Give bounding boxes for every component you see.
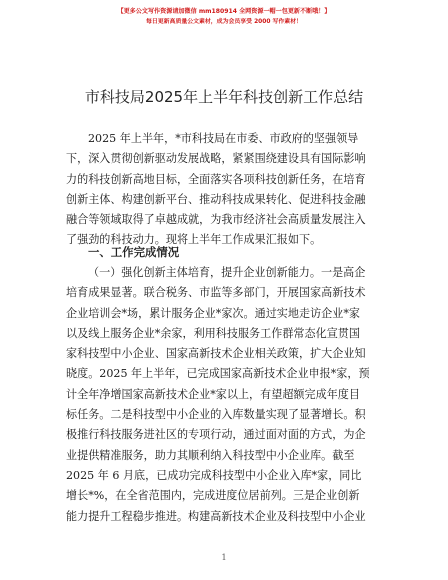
section-heading: 一、工作完成情况 (88, 245, 180, 259)
body-line: 以及线上服务企业*余家，利用科技服务工作群常态化宣贯国 (66, 326, 360, 340)
body-line: 家科技型中小企业、国家高新技术企业相关政策，扩大企业知 (66, 347, 366, 361)
body-line: 培育成果显著。联合税务、市监等多部门，开展国家高新技术 (66, 286, 366, 300)
body-paragraph (66, 263, 388, 527)
intro-line: 下，深入贯彻创新驱动发展战略，紧紧围绕建设具有国际影响 (66, 152, 366, 166)
body-line: 晓度。2025 年上半年，已完成国家高新技术企业申报*家，预 (66, 367, 370, 381)
body-line: 计全年净增国家高新技术企业*家以上，有望超额完成年度目 (66, 387, 360, 401)
intro-paragraph (66, 129, 388, 251)
body-line: 极推行科技服务进社区的专项行动，通过面对面的方式，为企 (66, 428, 366, 442)
body-line: 2025 年 6 月底，已成功完成科技型中小企业入库*家，同比 (66, 468, 362, 482)
intro-line: 了强劲的科技动力。现将上半年工作成果汇报如下。 (66, 233, 322, 247)
body-line: 企业培训会*场，累计服务企业*家次。通过实地走访企业*家 (66, 306, 360, 320)
document-title: 市科技局2025年上半年科技创新工作总结 (84, 88, 364, 106)
page-number: 1 (221, 553, 227, 562)
body-line: 能力提升工程稳步推进。构建高新技术企业及科技型中小企业 (66, 509, 366, 523)
promo-banner-line-1: 【更多公文写作资源请加微信 mm180914 全网资源一帽一包更新不断哦！】 (117, 8, 331, 15)
body-line: （一）强化创新主体培育，提升企业创新能力。一是高企 (88, 266, 366, 279)
body-line: 标任务。二是科技型中小企业的入库数量实现了显著增长。积 (66, 408, 366, 422)
intro-line: 融合等领域取得了卓越成就，为我市经济社会高质量发展注入 (66, 213, 366, 227)
promo-banner-line-2: 每日更新高质量公文素材，成为会员享受 2000 写作素材！ (146, 19, 302, 25)
intro-line: 2025 年上半年，*市科技局在市委、市政府的坚强领导 (88, 132, 359, 145)
body-line: 增长*%，在全省范围内，完成进度位居前列。三是企业创新 (66, 489, 360, 503)
intro-line: 创新主体、构建创新平台、推动科技成果转化、促进科技金融 (66, 192, 366, 206)
body-line: 业提供精准服务，助力其顺利纳入科技型中小企业库。截至 (66, 448, 355, 462)
intro-line: 力的科技创新高地目标，全面落实各项科技创新任务，在培育 (66, 172, 366, 186)
